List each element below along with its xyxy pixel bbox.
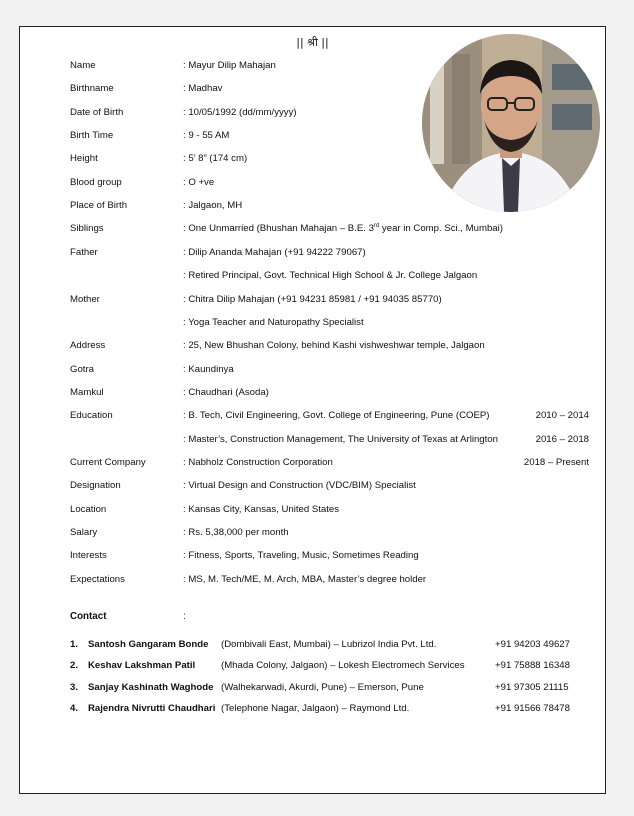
contact-colon: : (183, 611, 186, 622)
field-label: Birth Time (70, 130, 114, 142)
field-label: Address (70, 340, 106, 352)
field-year: 2016 – 2018 (535, 433, 589, 445)
field-label: Location (70, 503, 107, 515)
contact-detail: (Dombivali East, Mumbai) – Lubrizol India Pvt. Ltd. (221, 639, 437, 650)
contact-number: 2. (70, 660, 79, 672)
contact-detail: (Telephone Nagar, Jalgaon) – Raymond Ltd. (221, 702, 410, 714)
field-label: Expectations (70, 573, 125, 585)
field-value: : Master’s, Construction Management, The University of Texas at Arlington (183, 433, 498, 445)
field-value: : 9 - 55 AM (183, 130, 230, 142)
field-value: : Madhav (183, 83, 223, 95)
field-value: : 10/05/1992 (dd/mm/yyyy) (183, 106, 297, 118)
field-value: : One Unmarried (Bhushan Mahajan – B.E. 3rd year in Comp. Sci., Mumbai) (183, 223, 503, 235)
page-header: || श्री || (296, 36, 329, 49)
field-label: Date of Birth (70, 106, 124, 118)
field-value: : 5’ 8” (174 cm) (183, 153, 248, 165)
field-value: : 25, New Bhushan Colony, behind Kashi vishweshwar temple, Jalgaon (183, 340, 485, 352)
field-label: Designation (70, 480, 121, 492)
field-value: : Virtual Design and Construction (VDC/BIM) Specialist (183, 480, 416, 492)
field-value: : Dilip Ananda Mahajan (+91 94222 79067) (183, 246, 366, 258)
field-label: Blood group (70, 176, 122, 188)
field-value: : Chaudhari (Asoda) (183, 386, 269, 398)
contact-detail: (Mhada Colony, Jalgaon) – Lokesh Electromech Services (221, 660, 465, 672)
contact-number: 1. (70, 639, 79, 650)
field-value: : O +ve (183, 176, 215, 188)
contact-number: 3. (70, 681, 79, 693)
field-value: : Retired Principal, Govt. Technical High School & Jr. College Jalgaon (183, 270, 478, 282)
field-year: 2018 – Present (523, 456, 589, 468)
contact-phone: +91 75888 16348 (495, 660, 570, 672)
field-label: Interests (70, 550, 107, 562)
field-value: : Jalgaon, MH (183, 200, 243, 212)
biodata-page (19, 26, 606, 794)
field-year: 2010 – 2014 (535, 410, 589, 422)
contact-detail: (Walhekarwadi, Akurdi, Pune) – Emerson, Pune (221, 681, 424, 693)
field-label: Father (70, 246, 98, 258)
field-value: : Rs. 5,38,000 per month (183, 527, 289, 538)
field-label: Salary (70, 527, 98, 538)
contact-name: Santosh Gangaram Bonde (88, 639, 209, 650)
field-label: Siblings (70, 223, 104, 235)
field-value: : Yoga Teacher and Naturopathy Specialist (183, 316, 364, 328)
field-label: Education (70, 410, 113, 422)
field-label: Current Company (70, 456, 146, 468)
field-value: : Fitness, Sports, Traveling, Music, Sometimes Reading (183, 550, 419, 562)
field-value: : Kaundinya (183, 363, 234, 375)
contact-phone: +91 91566 78478 (495, 702, 570, 714)
field-label: Place of Birth (70, 200, 128, 212)
field-value: : Nabholz Construction Corporation (183, 456, 333, 468)
field-label: Height (70, 153, 98, 165)
field-label: Mother (70, 293, 100, 305)
contact-phone: +91 97305 21115 (495, 681, 569, 693)
contact-heading: Contact (70, 611, 107, 622)
field-label: Name (70, 60, 96, 71)
field-label: Mamkul (70, 386, 104, 398)
contact-phone: +91 94203 49627 (495, 639, 570, 650)
contact-number: 4. (70, 702, 79, 714)
field-value: : B. Tech, Civil Engineering, Govt. College of Engineering, Pune (COEP) (183, 410, 490, 422)
field-value: : Mayur Dilip Mahajan (183, 60, 276, 71)
field-value: : Kansas City, Kansas, United States (183, 503, 340, 515)
profile-photo (422, 34, 600, 212)
contact-name: Rajendra Nivrutti Chaudhari (88, 702, 216, 714)
field-value: : MS, M. Tech/ME, M. Arch, MBA, Master’s degree holder (183, 573, 427, 585)
contact-name: Keshav Lakshman Patil (88, 660, 196, 672)
field-label: Gotra (70, 363, 94, 375)
field-value: : Chitra Dilip Mahajan (+91 94231 85981 / +91 94035 85770) (183, 293, 442, 305)
field-label: Birthname (70, 83, 114, 95)
contact-name: Sanjay Kashinath Waghode (88, 681, 214, 693)
